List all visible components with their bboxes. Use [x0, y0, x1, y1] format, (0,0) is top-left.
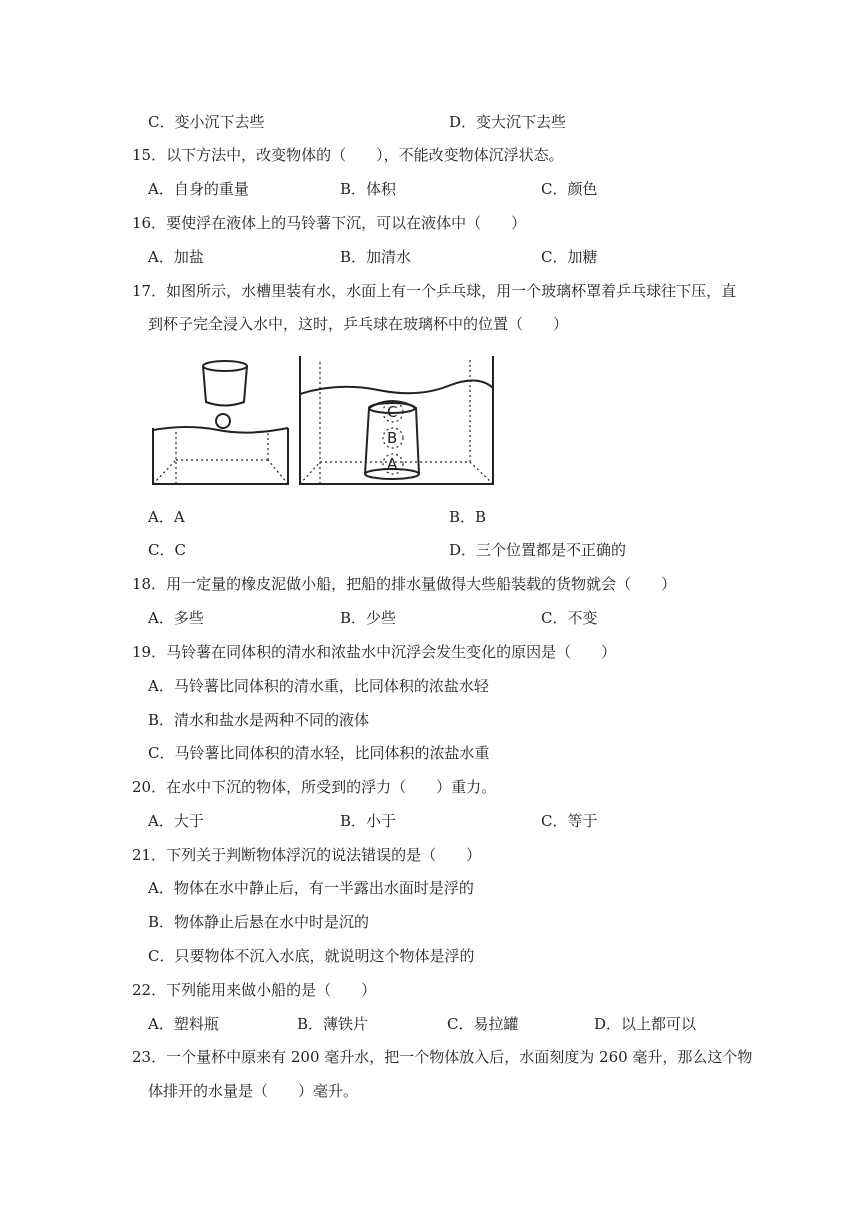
- position-b-label: B: [387, 429, 398, 447]
- q17-option-b: B．B: [449, 508, 487, 526]
- q15-option-c: C．颜色: [541, 180, 598, 198]
- q19-option-c: C．马铃薯比同体积的清水轻，比同体积的浓盐水重: [148, 744, 490, 762]
- q15-option-a: A．自身的重量: [148, 180, 249, 198]
- position-a-label: A: [387, 455, 398, 473]
- left-tank: [153, 427, 288, 484]
- q17-figure: [148, 350, 518, 490]
- q17-stem-line2: 到杯子完全浸入水中，这时，乒乓球在玻璃杯中的位置（ ）: [148, 315, 569, 333]
- q16-stem: 16．要使浮在液体上的马铃薯下沉，可以在液体中（ ）: [132, 214, 527, 232]
- q15-option-b: B．体积: [340, 180, 397, 198]
- q17-stem-line1: 17．如图所示，水槽里装有水，水面上有一个乒乓球，用一个玻璃杯罩着乒乓球往下压，直: [132, 282, 737, 300]
- q17-option-d: D．三个位置都是不正确的: [449, 541, 627, 559]
- q19-option-a: A．马铃薯比同体积的清水重，比同体积的浓盐水轻: [148, 677, 489, 695]
- q20-stem: 20．在水中下沉的物体，所受到的浮力（ ）重力。: [132, 778, 497, 796]
- q19-option-b: B．清水和盐水是两种不同的液体: [148, 711, 370, 729]
- q21-option-c: C．只要物体不沉入水底，就说明这个物体是浮的: [148, 947, 475, 965]
- q22-option-b: B．薄铁片: [297, 1015, 369, 1033]
- q18-option-c: C．不变: [541, 609, 598, 627]
- q16-option-b: B．加清水: [340, 248, 412, 266]
- q19-stem: 19．马铃薯在同体积的清水和浓盐水中沉浮会发生变化的原因是（ ）: [132, 643, 617, 661]
- q18-option-a: A．多些: [148, 609, 204, 627]
- q22-option-c: C．易拉罐: [447, 1015, 519, 1033]
- q17-option-a: A．A: [148, 508, 185, 526]
- q22-stem: 22．下列能用来做小船的是（ ）: [132, 981, 377, 999]
- q17-option-c: C．C: [148, 541, 186, 559]
- q15-stem: 15．以下方法中，改变物体的（ ），不能改变物体沉浮状态。: [132, 146, 564, 164]
- q14-option-c: C．变小沉下去些: [148, 113, 265, 131]
- ping-pong-ball: [216, 414, 230, 428]
- q21-stem: 21．下列关于判断物体浮沉的说法错误的是（ ）: [132, 846, 482, 864]
- q22-option-d: D．以上都可以: [594, 1015, 697, 1033]
- q16-option-a: A．加盐: [148, 248, 204, 266]
- q23-stem-line1: 23．一个量杯中原来有 200 毫升水，把一个物体放入后，水面刻度为 260 毫升，那么这个物: [132, 1048, 753, 1066]
- position-c-label: C: [387, 403, 398, 421]
- q20-option-b: B．小于: [340, 812, 397, 830]
- q16-option-c: C．加糖: [541, 248, 598, 266]
- q18-option-b: B．少些: [340, 609, 397, 627]
- q21-option-a: A．物体在水中静止后，有一半露出水面时是浮的: [148, 879, 474, 897]
- q22-option-a: A．塑料瓶: [148, 1015, 219, 1033]
- q14-option-d: D．变大沉下去些: [449, 113, 567, 131]
- q20-option-a: A．大于: [148, 812, 204, 830]
- q20-option-c: C．等于: [541, 812, 598, 830]
- q23-stem-line2: 体排开的水量是（ ）毫升。: [148, 1082, 359, 1100]
- glass-cup-above: [203, 361, 247, 406]
- q21-option-b: B．物体静止后悬在水中时是沉的: [148, 913, 370, 931]
- q18-stem: 18．用一定量的橡皮泥做小船，把船的排水量做得大些船装载的货物就会（ ）: [132, 575, 677, 593]
